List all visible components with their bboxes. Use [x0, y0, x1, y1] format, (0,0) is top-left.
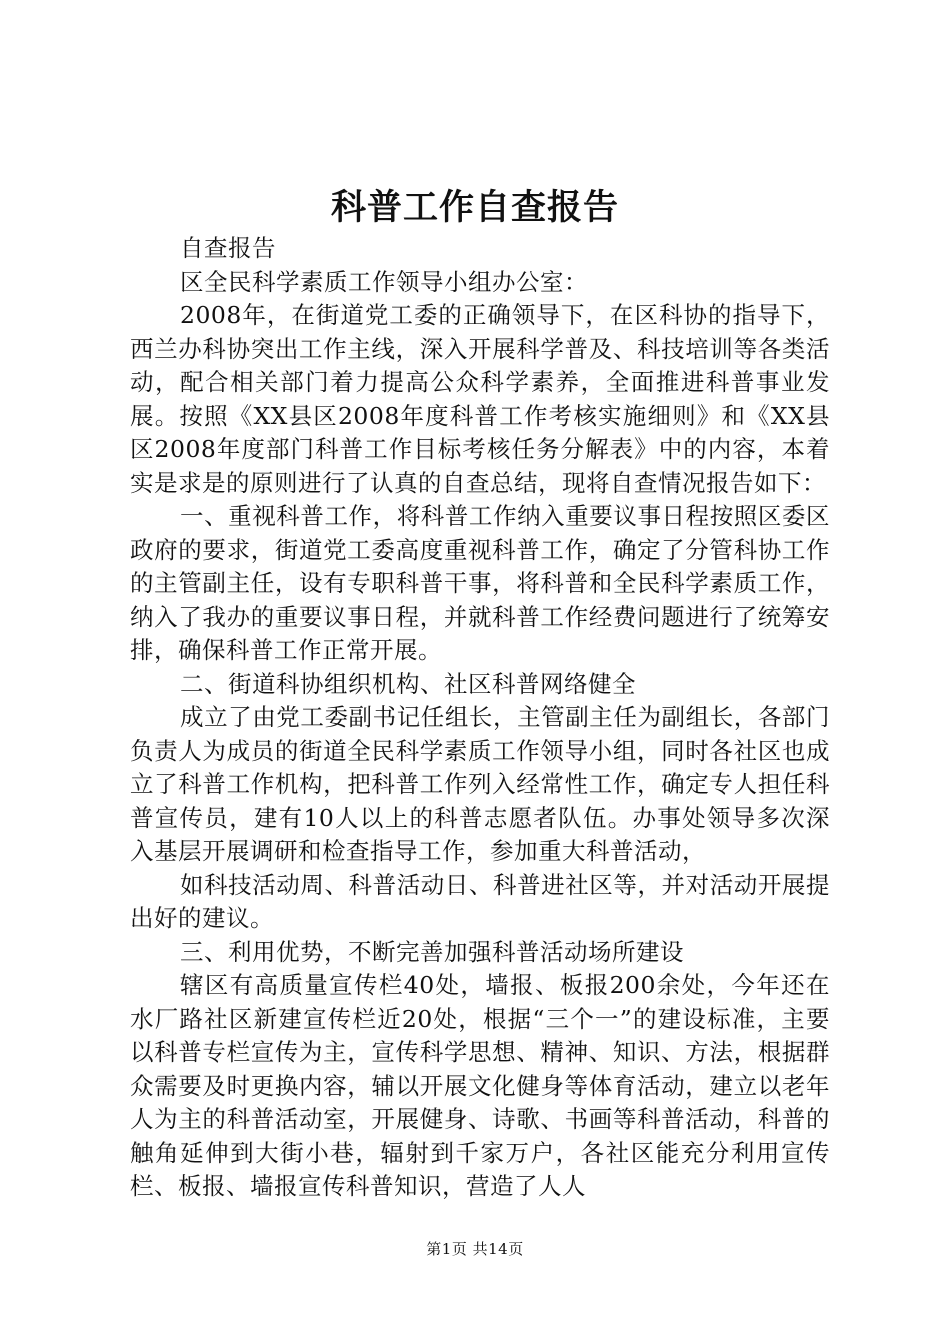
- page-footer: 第1页 共14页: [426, 1240, 524, 1258]
- paragraph-section-2-continued: 如科技活动周、科普活动日、科普进社区等，并对活动开展提出好的建议。: [130, 870, 830, 932]
- paragraph-section-1: 一、重视科普工作，将科普工作纳入重要议事日程按照区委区政府的要求，街道党工委高度重视科普工作，确定了分管科协工作的主管副主任，设有专职科普干事，将科普和全民科学素质工作，纳入了我办的重要议事日程，并就科普工作经费问题进行了统筹安排，确保科普工作正常开展。: [130, 502, 830, 664]
- paragraph-section-2-body: 成立了由党工委副书记任组长，主管副主任为副组长，各部门负责人为成员的街道全民科学素质工作领导小组，同时各社区也成立了科普工作机构，把科普工作列入经常性工作，确定专人担任科普宣传员，建有10人以上的科普志愿者队伍。办事处领导多次深入基层开展调研和检查指导工作，参加重大科普活动，: [130, 703, 830, 865]
- paragraph-section-2-heading: 二、街道科协组织机构、社区科普网络健全: [180, 669, 636, 698]
- paragraph-section-3-heading: 三、利用优势，不断完善加强科普活动场所建设: [180, 937, 684, 966]
- document-title: 科普工作自查报告: [330, 187, 619, 228]
- paragraph-heading: 自查报告: [180, 234, 276, 262]
- paragraph-section-3-body: 辖区有高质量宣传栏40处，墙报、板报200余处，今年还在水厂路社区新建宣传栏近20处，根据“三个一”的建设标准，主要以科普专栏宣传为主，宣传科学思想、精神、知识、方法，根据群众需要及时更换内容，辅以开展文化健身等体育活动，建立以老年人为主的科普活动室，开展健身、诗歌、书画等科普活动，科普的触角延伸到大街小巷，辐射到千家万户，各社区能充分利用宣传栏、板报、墙报宣传科普知识，营造了人人: [130, 971, 830, 1200]
- paragraph-intro: 2008年，在街道党工委的正确领导下，在区科协的指导下，西兰办科协突出工作主线，深入开展科学普及、科技培训等各类活动，配合相关部门着力提高公众科学素养，全面推进科普事业发展。按照《XX县区2008年度科普工作考核实施细则》和《XX县区2008年度部门科普工作目标考核任务分解表》中的内容，本着实是求是的原则进行了认真的自查总结，现将自查情况报告如下：: [130, 301, 830, 497]
- document-body: [130, 232, 830, 1204]
- paragraph-recipient: 区全民科学素质工作领导小组办公室：: [180, 267, 588, 296]
